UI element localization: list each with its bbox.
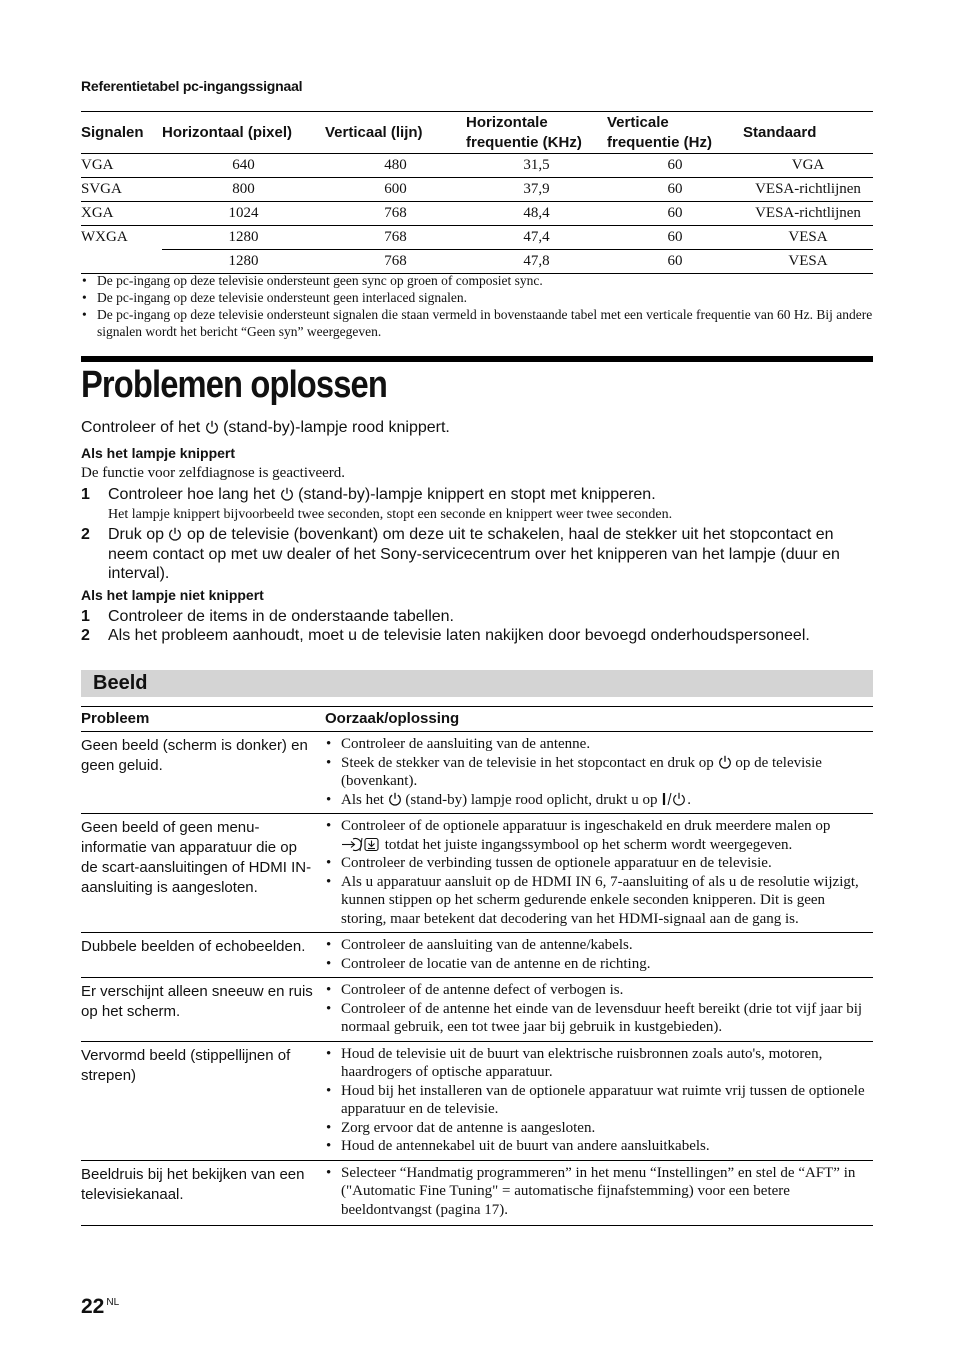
input-select-icon [341, 837, 381, 852]
cell: SVGA [81, 178, 162, 202]
solution-item: • Controleer de aansluiting van de antenne. [325, 735, 873, 754]
col-standaard: Standaard [743, 112, 873, 154]
solution-item: • Controleer of de antenne het einde van de levensduur heeft bereikt (drie tot vijf jaar bij normaal gebruik, een tot twee jaar bij gebruik in kustgebieden). [325, 1000, 873, 1037]
cell: 768 [325, 250, 466, 274]
blink-step-1 [81, 485, 873, 505]
noblink-step-2 [81, 626, 873, 646]
step-number: 1 [81, 486, 90, 503]
solution-item [325, 754, 873, 791]
blink-heading: Als het lampje knippert [81, 445, 236, 461]
noblink-heading: Als het lampje niet knippert [81, 587, 264, 603]
table-row [81, 933, 873, 978]
solution-item: • Zorg ervoor dat de antenne is aangesloten. [325, 1119, 873, 1138]
cell [81, 250, 162, 274]
solution-list [325, 732, 873, 813]
cell: VGA [743, 154, 873, 178]
solution-text-post: . [687, 791, 691, 808]
step-number: 2 [81, 526, 90, 543]
cell: 60 [607, 202, 743, 226]
solution-item: • Houd bij het installeren van de optionele apparatuur wat ruimte vrij tussen de optionele apparatuur en de televisie. [325, 1082, 873, 1119]
table-row [81, 1161, 873, 1227]
cell: 480 [325, 154, 466, 178]
blink-step-2 [81, 525, 873, 584]
cell: 640 [162, 154, 325, 178]
lead-text [81, 419, 450, 437]
note-item: • De pc-ingang op deze televisie ondersteunt signalen die staan vermeld in bovenstaande tabel met een verticale frequentie van 60 Hz. Bij andere signalen wordt het bericht “Geen syn” weergegeven. [81, 306, 873, 340]
step-text-pre: Controleer hoe lang het [108, 486, 276, 503]
problem-text: Er verschijnt alleen sneeuw en ruis op het scherm. [81, 983, 313, 1020]
table-row [81, 814, 873, 933]
step-text-post: (stand-by)-lampje knippert en stopt met knipperen. [298, 486, 656, 503]
page-title: Problemen oplossen [81, 364, 387, 406]
problem-text: Geen beeld of geen menu-informatie van apparatuur die op de scart-aansluitingen of HDMI IN-aansluiting is aangesloten. [81, 819, 312, 896]
col-verticaal: Verticaal (lijn) [325, 112, 466, 154]
cell: VESA [743, 250, 873, 274]
reference-table-title: Referentietabel pc-ingangssignaal [81, 78, 303, 94]
problem-text: Geen beeld (scherm is donker) en geen geluid. [81, 737, 308, 774]
table-row [81, 154, 873, 178]
cell: 1280 [162, 226, 325, 250]
pc-signal-table [81, 111, 873, 274]
solution-item: • Selecteer “Handmatig programmeren” in het menu “Instellingen” en stel de “AFT” in ("Automatic Fine Tuning" = automatische fijnafstemming) voor een betere beeldontvangst (pagina 17). [325, 1164, 873, 1220]
cell: 600 [325, 178, 466, 202]
step-number: 2 [81, 627, 90, 644]
table-row [81, 202, 873, 226]
cell: 60 [607, 154, 743, 178]
cell: 60 [607, 178, 743, 202]
solution-item: • Als u apparatuur aansluit op de HDMI IN 6, 7-aansluiting of als u de resolutie wijzigt, kunnen stippen op het scherm gedurende enkele seconden knipperen. Dit is geen storing, maar betekent dat decodering van het HDMI-signaal aan de gang is. [325, 873, 873, 929]
cell: 48,4 [466, 202, 607, 226]
solution-text-mid: (stand-by) lampje rood oplicht, drukt u op [405, 791, 658, 808]
lead-pre: Controleer of het [81, 419, 201, 436]
table-row [81, 1042, 873, 1161]
step-text: Als het probleem aanhoudt, moet u de televisie laten nakijken door bevoegd onderhoudspersoneel. [108, 627, 810, 644]
solution-text-post: totdat het juiste ingangssymbool op het scherm wordt weergegeven. [384, 836, 793, 853]
table-row [81, 250, 873, 274]
col-v-frequentie: Verticale frequentie (Hz) [607, 112, 743, 154]
table-row [81, 178, 873, 202]
cell: VESA-richtlijnen [743, 178, 873, 202]
solution-text-pre: Als het [341, 791, 384, 808]
cell: WXGA [81, 229, 128, 246]
solution-item [325, 791, 873, 810]
power-icon [280, 487, 294, 501]
power-icon [718, 755, 732, 769]
cell: VESA-richtlijnen [743, 202, 873, 226]
step-text-post: op de televisie (bovenkant) om deze uit te schakelen, haal de stekker uit het stopcontact en neem contact op met uw dealer of het Sony-servicecentrum over het knipperen van het lampje (duur en interval). [108, 526, 840, 582]
solution-item [325, 817, 873, 854]
solution-list [325, 1042, 873, 1160]
lead-post: (stand-by)-lampje rood knippert. [223, 419, 450, 436]
col-horizontaal: Horizontaal (pixel) [162, 112, 325, 154]
solution-item: • Controleer de locatie van de antenne en de richting. [325, 955, 873, 974]
cell: 60 [607, 226, 743, 250]
page-number-value: 22 [81, 1295, 105, 1318]
cell: 768 [325, 202, 466, 226]
solution-item: • Controleer de verbinding tussen de optionele apparatuur en de televisie. [325, 854, 873, 873]
language-code: NL [106, 1297, 120, 1308]
section-divider [81, 356, 873, 362]
solution-item: • Controleer of de antenne defect of verbogen is. [325, 981, 873, 1000]
cell: VESA [743, 226, 873, 250]
note-item: • De pc-ingang op deze televisie ondersteunt geen interlaced signalen. [81, 289, 873, 306]
cell: 31,5 [466, 154, 607, 178]
solution-item: • Controleer de aansluiting van de antenne/kabels. [325, 936, 873, 955]
beeld-section-band [81, 670, 873, 697]
cell: 47,8 [466, 250, 607, 274]
col-solution: Oorzaak/oplossing [325, 710, 460, 727]
problem-text: Beeldruis bij het bekijken van een televisiekanaal. [81, 1165, 305, 1203]
col-signalen: Signalen [81, 112, 162, 154]
solution-list [325, 1161, 873, 1226]
solution-text-pre: Steek de stekker van de televisie in het stopcontact en druk op [341, 754, 714, 771]
solution-item: • Houd de antennekabel uit de buurt van andere aansluitkabels. [325, 1137, 873, 1156]
power-icon [205, 420, 219, 434]
power-icon [388, 792, 402, 806]
col-problem: Probleem [81, 710, 150, 727]
cell: 768 [325, 226, 466, 250]
solution-list [325, 933, 873, 977]
cell: 1024 [162, 202, 325, 226]
tv-power-standby-icon [661, 792, 687, 806]
troubleshooting-table [81, 706, 873, 1226]
step-text: Controleer de items in de onderstaande tabellen. [108, 608, 454, 625]
col-h-frequentie: Horizontale frequentie (KHz) [466, 112, 607, 154]
blink-step-1-note: Het lampje knippert bijvoorbeeld twee seconden, stopt een seconde en knippert weer twee seconden. [108, 507, 673, 522]
cell: 800 [162, 178, 325, 202]
solution-text-pre: Controleer of de optionele apparatuur is ingeschakeld en druk meerdere malen op [341, 818, 831, 834]
page-number [81, 1295, 119, 1319]
solution-list [325, 978, 873, 1041]
step-text-pre: Druk op [108, 526, 165, 543]
step-number: 1 [81, 608, 90, 625]
problem-text: Vervormd beeld (stippellijnen of strepen) [81, 1046, 291, 1084]
table-row [81, 226, 873, 250]
problem-text: Dubbele beelden of echobeelden. [81, 938, 306, 955]
table-notes [81, 272, 873, 340]
cell: 1280 [162, 250, 325, 274]
cell: VGA [81, 154, 162, 178]
solution-list [325, 814, 873, 932]
table-header-row [81, 707, 873, 732]
blink-intro: De functie voor zelfdiagnose is geactiveerd. [81, 465, 346, 481]
cell: 60 [607, 250, 743, 274]
solution-text-post: op de televisie (bovenkant). [341, 754, 822, 789]
cell: XGA [81, 202, 162, 226]
note-item: • De pc-ingang op deze televisie ondersteunt geen sync op groen of composiet sync. [81, 272, 873, 289]
noblink-step-1 [81, 607, 873, 627]
solution-item: • Houd de televisie uit de buurt van elektrische ruisbronnen zoals auto's, motoren, haardrogers of optische apparatuur. [325, 1045, 873, 1082]
table-row [81, 978, 873, 1042]
table-header-row [81, 112, 873, 154]
beeld-section-title: Beeld [93, 672, 148, 694]
power-icon [168, 527, 182, 541]
table-row [81, 732, 873, 814]
cell: 47,4 [466, 226, 607, 250]
cell: 37,9 [466, 178, 607, 202]
